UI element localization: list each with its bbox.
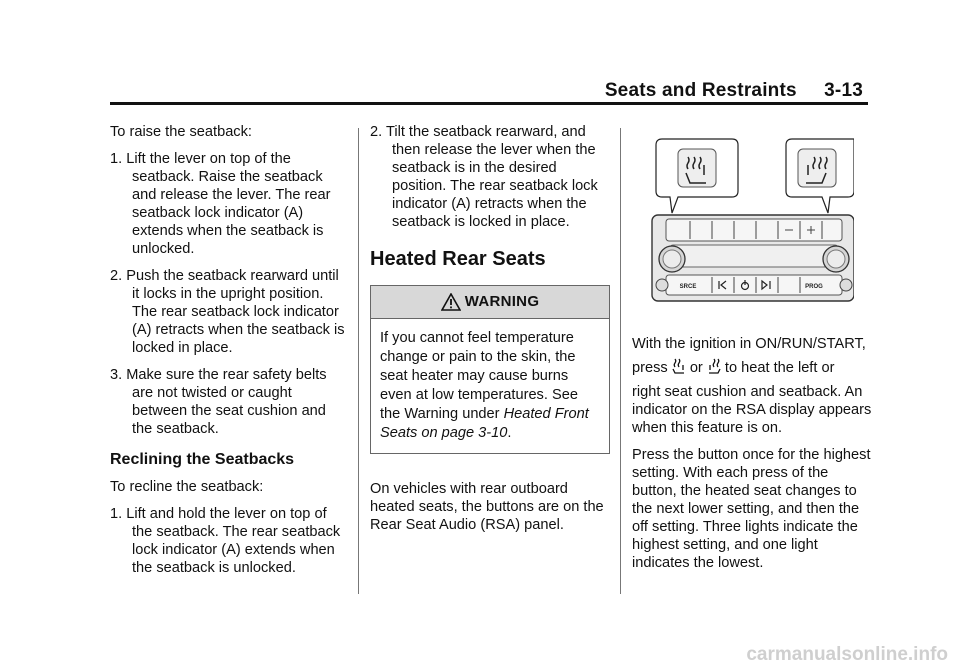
warning-header <box>371 286 609 319</box>
rsa-panel <box>652 215 854 301</box>
column-divider-1 <box>358 128 359 594</box>
header-rule <box>110 102 868 105</box>
page-header-title: Seats and Restraints 3-13 <box>604 80 863 101</box>
column-3 <box>632 123 872 581</box>
prog-label: PROG <box>805 284 823 290</box>
srce-label: SRCE <box>679 284 697 290</box>
recline-heading: Reclining the Seatbacks <box>110 451 295 468</box>
ignition-text <box>632 332 872 380</box>
recline-intro: To recline the seatback: <box>110 479 264 495</box>
right-callout <box>786 139 854 213</box>
watermark: carmanualsonline.info <box>746 644 948 665</box>
outboard-text: On vehicles with rear outboard heated seats, the buttons are on the Rear Seat Audio (RSA) panel. <box>370 481 604 533</box>
ignition-line-b: right seat cushion and seatback. An indicator on the RSA display appears when this feature is on. <box>632 384 872 436</box>
warning-reference: Heated Front Seats on page 3‑10 <box>380 406 589 441</box>
column-2 <box>370 123 610 543</box>
press-once-text: Press the button once for the highest setting. With each press of the button, the heated seat changes to the next lower setting, and then the off setting. Three lights indicate the highest setting, and one light indicates the lowest. <box>632 447 871 571</box>
section-heading: Heated Rear Seats <box>370 248 546 270</box>
warning-box <box>370 285 610 454</box>
right-heated-seat-icon-inline <box>707 358 721 374</box>
warning-end: . <box>507 425 512 441</box>
warning-triangle-icon <box>441 293 461 311</box>
left-callout <box>656 139 738 213</box>
press-word: press <box>632 360 668 376</box>
recline-step-2: 2. Tilt the seatback rearward, and then release the lever when the seatback is in the desired position. The rear seatback lock indicator (A) retracts when the seatback is locked in place. <box>370 124 598 230</box>
raise-step-1: 1. Lift the lever on top of the seatback. Raise the seatback and release the lever. The rear seatback lock indicator (A) extends when the seatback is unlocked. <box>110 151 331 257</box>
raise-step-2: 2. Push the seatback rearward until it locks in the upright position. The rear seatback lock indicator (A) retracts when the seatback is locked in place. <box>110 268 345 356</box>
ignition-line-a: With the ignition in ON/RUN/START, <box>632 336 866 352</box>
column-divider-2 <box>620 128 621 594</box>
or-word: or <box>689 360 703 376</box>
rsa-panel-figure <box>642 135 854 305</box>
raise-intro: To raise the seatback: <box>110 124 252 140</box>
warning-body <box>371 319 609 453</box>
heat-text: to heat the left or <box>724 360 835 376</box>
left-heated-seat-icon-inline <box>672 358 686 374</box>
column-1 <box>110 123 350 586</box>
recline-step-1: 1. Lift and hold the lever on top of the seatback. The rear seatback lock indicator (A) extends when the seatback is unlocked. <box>110 506 341 576</box>
warning-label: WARNING <box>464 293 540 310</box>
raise-step-3: 3. Make sure the rear safety belts are not twisted or caught between the seat cushion and the seatback. <box>110 367 327 437</box>
warning-text: If you cannot feel temperature change or pain to the skin, the seat heater may cause burns even at low temperatures. See the Warning under <box>380 330 578 422</box>
